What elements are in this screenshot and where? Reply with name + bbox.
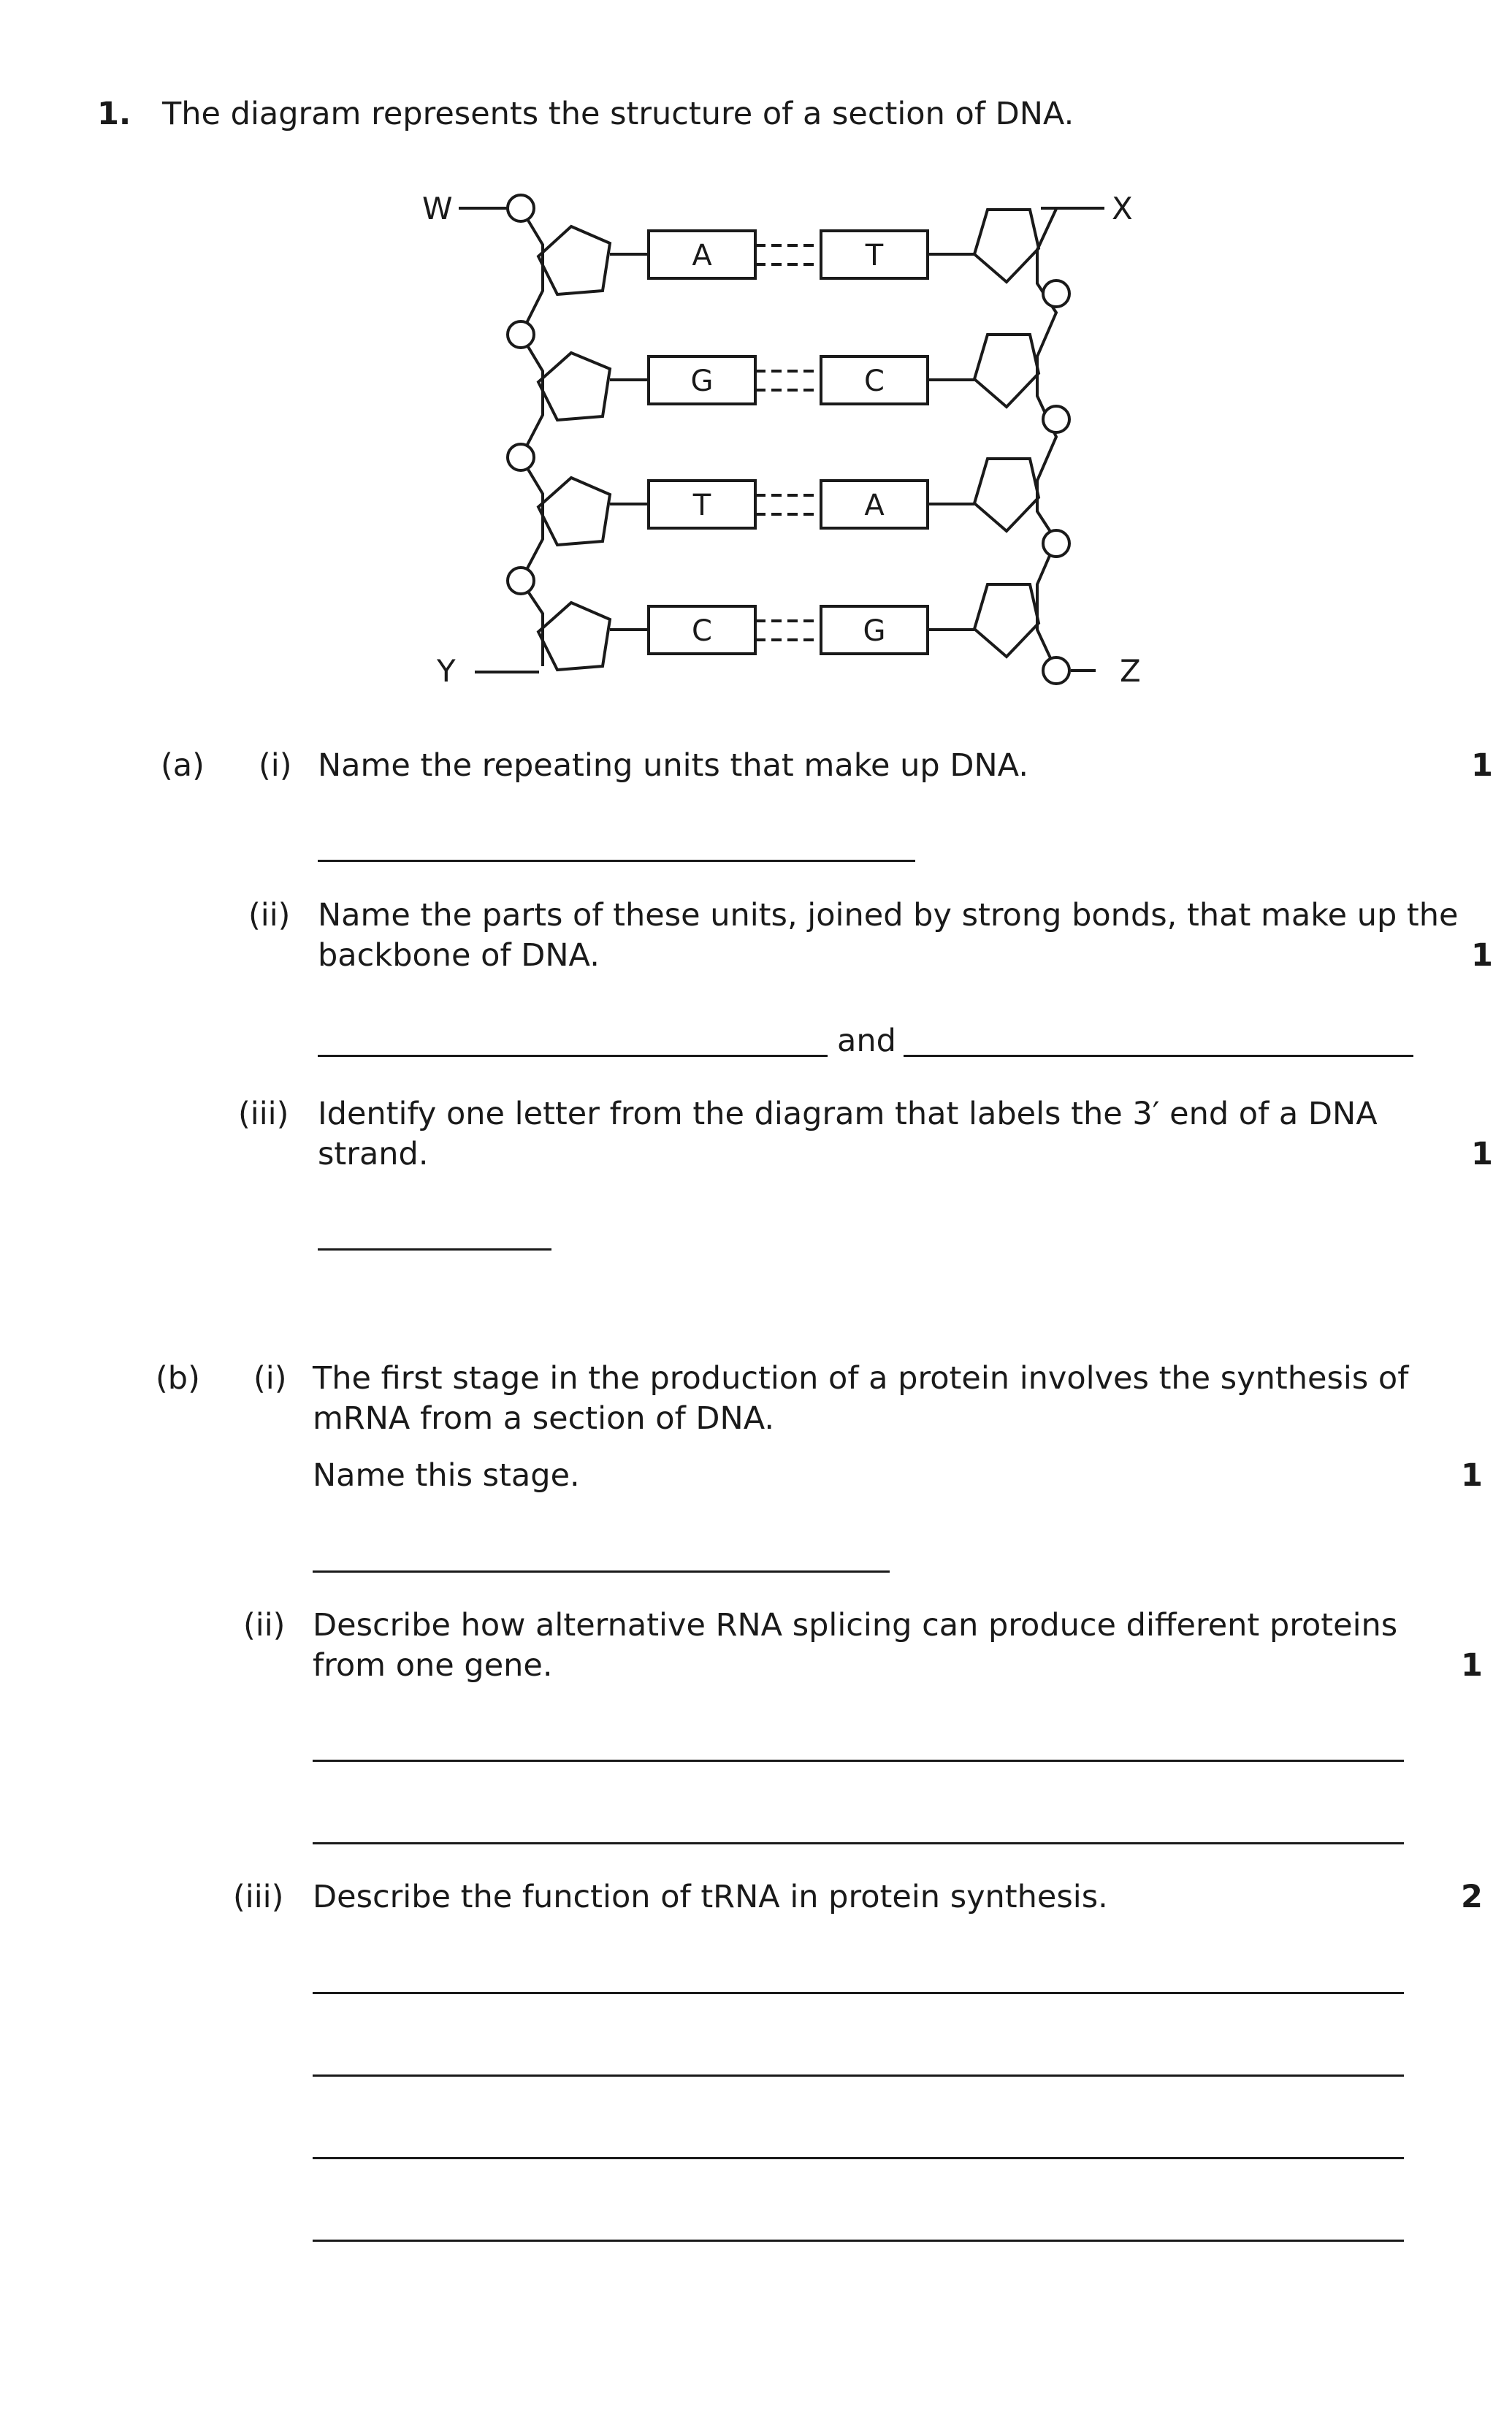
b-i-line2: mRNA from a section of DNA. [313, 1400, 775, 1437]
left-base-3: T [692, 489, 711, 522]
b-iii-marks: 2 [1461, 1879, 1483, 1915]
b-iii-number: (iii) [233, 1879, 284, 1915]
label-x: X [1112, 191, 1133, 226]
right-phosphate-3 [1043, 530, 1069, 557]
b-i-answer-line[interactable] [313, 1570, 890, 1573]
a-ii-number: (ii) [248, 897, 291, 934]
question-number: 1. [97, 96, 131, 132]
left-phosphate-1 [508, 195, 534, 221]
right-sugar-4 [974, 584, 1039, 657]
right-sugar-3 [974, 459, 1039, 531]
b-iii-text: Describe the function of tRNA in protein synthesis. [313, 1879, 1108, 1915]
b-iii-answer-line-2[interactable] [313, 2074, 1404, 2077]
a-ii-marks: 1 [1471, 937, 1493, 974]
part-b-label: (b) [156, 1360, 200, 1397]
a-ii-line2: backbone of DNA. [318, 937, 600, 974]
a-ii-line1: Name the parts of these units, joined by strong bonds, that make up the [318, 897, 1459, 934]
label-z: Z [1120, 653, 1141, 689]
b-i-marks: 1 [1461, 1457, 1483, 1494]
a-i-marks: 1 [1471, 747, 1493, 784]
right-base-1: T [865, 239, 884, 272]
question-stem: The diagram represents the structure of a section of DNA. [162, 96, 1074, 132]
a-ii-and: and [837, 1023, 896, 1059]
a-iii-line2: strand. [318, 1136, 429, 1172]
right-phosphate-2 [1043, 406, 1069, 432]
right-base-4: G [863, 614, 886, 648]
right-base-2: C [864, 364, 885, 398]
right-backbone [1037, 209, 1056, 671]
left-phosphate-3 [508, 444, 534, 470]
right-phosphate-1 [1043, 280, 1069, 307]
a-i-number: (i) [259, 747, 292, 784]
a-ii-answer-line-2[interactable] [904, 1055, 1413, 1057]
left-phosphate-2 [508, 321, 534, 348]
label-y: Y [437, 653, 456, 689]
dna-diagram [0, 0, 1512, 730]
right-base-3: A [864, 489, 885, 522]
left-base-1: A [692, 239, 712, 272]
a-i-text: Name the repeating units that make up DNA. [318, 747, 1029, 784]
b-iii-answer-line-1[interactable] [313, 1992, 1404, 1994]
a-iii-marks: 1 [1471, 1136, 1493, 1172]
a-iii-answer-line[interactable] [318, 1248, 551, 1251]
left-base-2: G [690, 364, 714, 398]
left-backbone [521, 208, 543, 666]
b-ii-line1: Describe how alternative RNA splicing can produce different proteins [313, 1607, 1398, 1644]
a-iii-line1: Identify one letter from the diagram that labels the 3′ end of a DNA [318, 1096, 1378, 1132]
left-base-4: C [692, 614, 712, 648]
b-i-number: (i) [253, 1360, 287, 1397]
left-phosphate-4 [508, 568, 534, 594]
b-i-line3: Name this stage. [313, 1457, 580, 1494]
left-sugar-2 [538, 353, 610, 420]
left-sugar-1 [538, 226, 610, 294]
b-i-line1: The first stage in the production of a protein involves the synthesis of [313, 1360, 1409, 1397]
b-iii-answer-line-4[interactable] [313, 2240, 1404, 2242]
b-ii-line2: from one gene. [313, 1647, 553, 1684]
b-ii-number: (ii) [243, 1607, 286, 1644]
b-iii-answer-line-3[interactable] [313, 2157, 1404, 2159]
label-w: W [422, 191, 453, 226]
part-a-label: (a) [161, 747, 205, 784]
b-ii-answer-line-1[interactable] [313, 1760, 1404, 1762]
right-phosphate-4 [1043, 657, 1069, 684]
b-ii-marks: 1 [1461, 1647, 1483, 1684]
a-iii-number: (iii) [238, 1096, 289, 1132]
right-sugar-2 [974, 335, 1039, 407]
left-sugar-4 [538, 603, 610, 670]
b-ii-answer-line-2[interactable] [313, 1842, 1404, 1844]
a-i-answer-line[interactable] [318, 860, 915, 862]
left-sugar-3 [538, 478, 610, 545]
a-ii-answer-line-1[interactable] [318, 1055, 828, 1057]
right-sugar-1 [974, 210, 1039, 282]
